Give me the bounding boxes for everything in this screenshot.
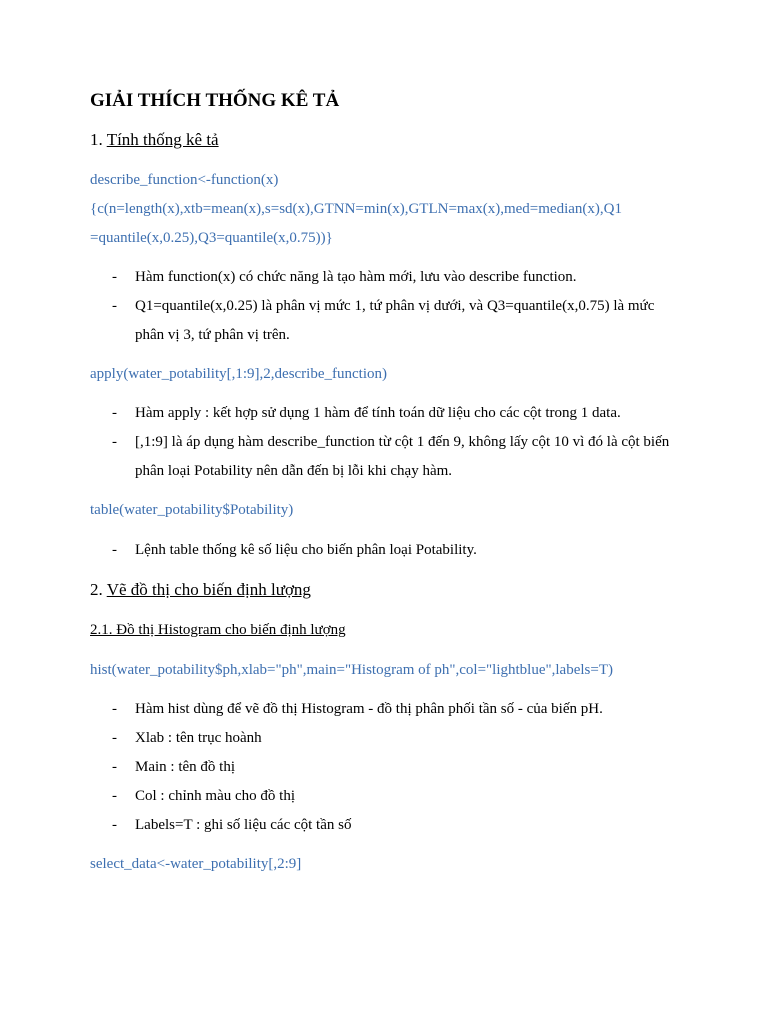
- bullet-dash: -: [112, 542, 117, 558]
- bullet-dash: -: [112, 788, 117, 804]
- code-hist: hist(water_potability$ph,xlab="ph",main="Histogram of ph",col="lightblue",labels=T): [90, 662, 613, 678]
- list-item: - Col : chỉnh màu cho đồ thị: [90, 782, 680, 811]
- bullet-dash: -: [112, 817, 117, 833]
- code-apply: apply(water_potability[,1:9],2,describe_function): [90, 366, 387, 382]
- list-item: - Main : tên đồ thị: [90, 753, 680, 782]
- bullet-dash: -: [112, 434, 117, 450]
- bullet-dash: -: [112, 405, 117, 421]
- list-item: - Lệnh table thống kê số liệu cho biến phân loại Potability.: [90, 536, 680, 565]
- list-item: - Xlab : tên trục hoành: [90, 724, 680, 753]
- list-item: - Hàm function(x) có chức năng là tạo hàm mới, lưu vào describe function.: [90, 263, 680, 292]
- bullet-dash: -: [112, 759, 117, 775]
- list-item: - Q1=quantile(x,0.25) là phân vị mức 1, tứ phân vị dưới, và Q3=quantile(x,0.75) là mức phân vị 3, tứ phân vị trên.: [90, 292, 680, 350]
- section-1-number: 1.: [90, 130, 103, 149]
- code-describe-function: [90, 166, 680, 253]
- bullet-list-3: [90, 536, 680, 565]
- section-1-heading: [90, 130, 219, 150]
- section-2-heading: [90, 580, 311, 600]
- code-table: table(water_potability$Potability): [90, 502, 294, 518]
- document-title: GIẢI THÍCH THỐNG KÊ TẢ: [90, 90, 340, 111]
- code-line: =quantile(x,0.25),Q3=quantile(x,0.75))}: [90, 230, 333, 246]
- section-1-title: Tính thống kê tả: [106, 130, 219, 149]
- bullet-dash: -: [112, 701, 117, 717]
- code-line: {c(n=length(x),xtb=mean(x),s=sd(x),GTNN=min(x),GTLN=max(x),med=median(x),Q1: [90, 201, 622, 217]
- bullet-dash: -: [112, 269, 117, 285]
- bullet-dash: -: [112, 730, 117, 746]
- list-item: - Hàm apply : kết hợp sử dụng 1 hàm để tính toán dữ liệu cho các cột trong 1 data.: [90, 399, 680, 428]
- section-2-title: Vẽ đồ thị cho biến định lượng: [106, 580, 311, 599]
- code-select-data: select_data<-water_potability[,2:9]: [90, 856, 302, 872]
- bullet-dash: -: [112, 298, 117, 314]
- code-line: describe_function<-function(x): [90, 172, 279, 188]
- bullet-list-2: [90, 399, 680, 486]
- bullet-list-4: [90, 695, 680, 840]
- list-item: - [,1:9] là áp dụng hàm describe_function từ cột 1 đến 9, không lấy cột 10 vì đó là cột biến phân loại Potability nên dẫn đến bị lỗi khi chạy hàm.: [90, 428, 680, 486]
- section-2-1-heading: 2.1. Đồ thị Histogram cho biến định lượng: [90, 622, 346, 638]
- bullet-list-1: [90, 263, 680, 350]
- list-item: - Hàm hist dùng để vẽ đồ thị Histogram - đồ thị phân phối tần số - của biến pH.: [90, 695, 680, 724]
- list-item: - Labels=T : ghi số liệu các cột tần số: [90, 811, 680, 840]
- section-2-number: 2.: [90, 580, 103, 599]
